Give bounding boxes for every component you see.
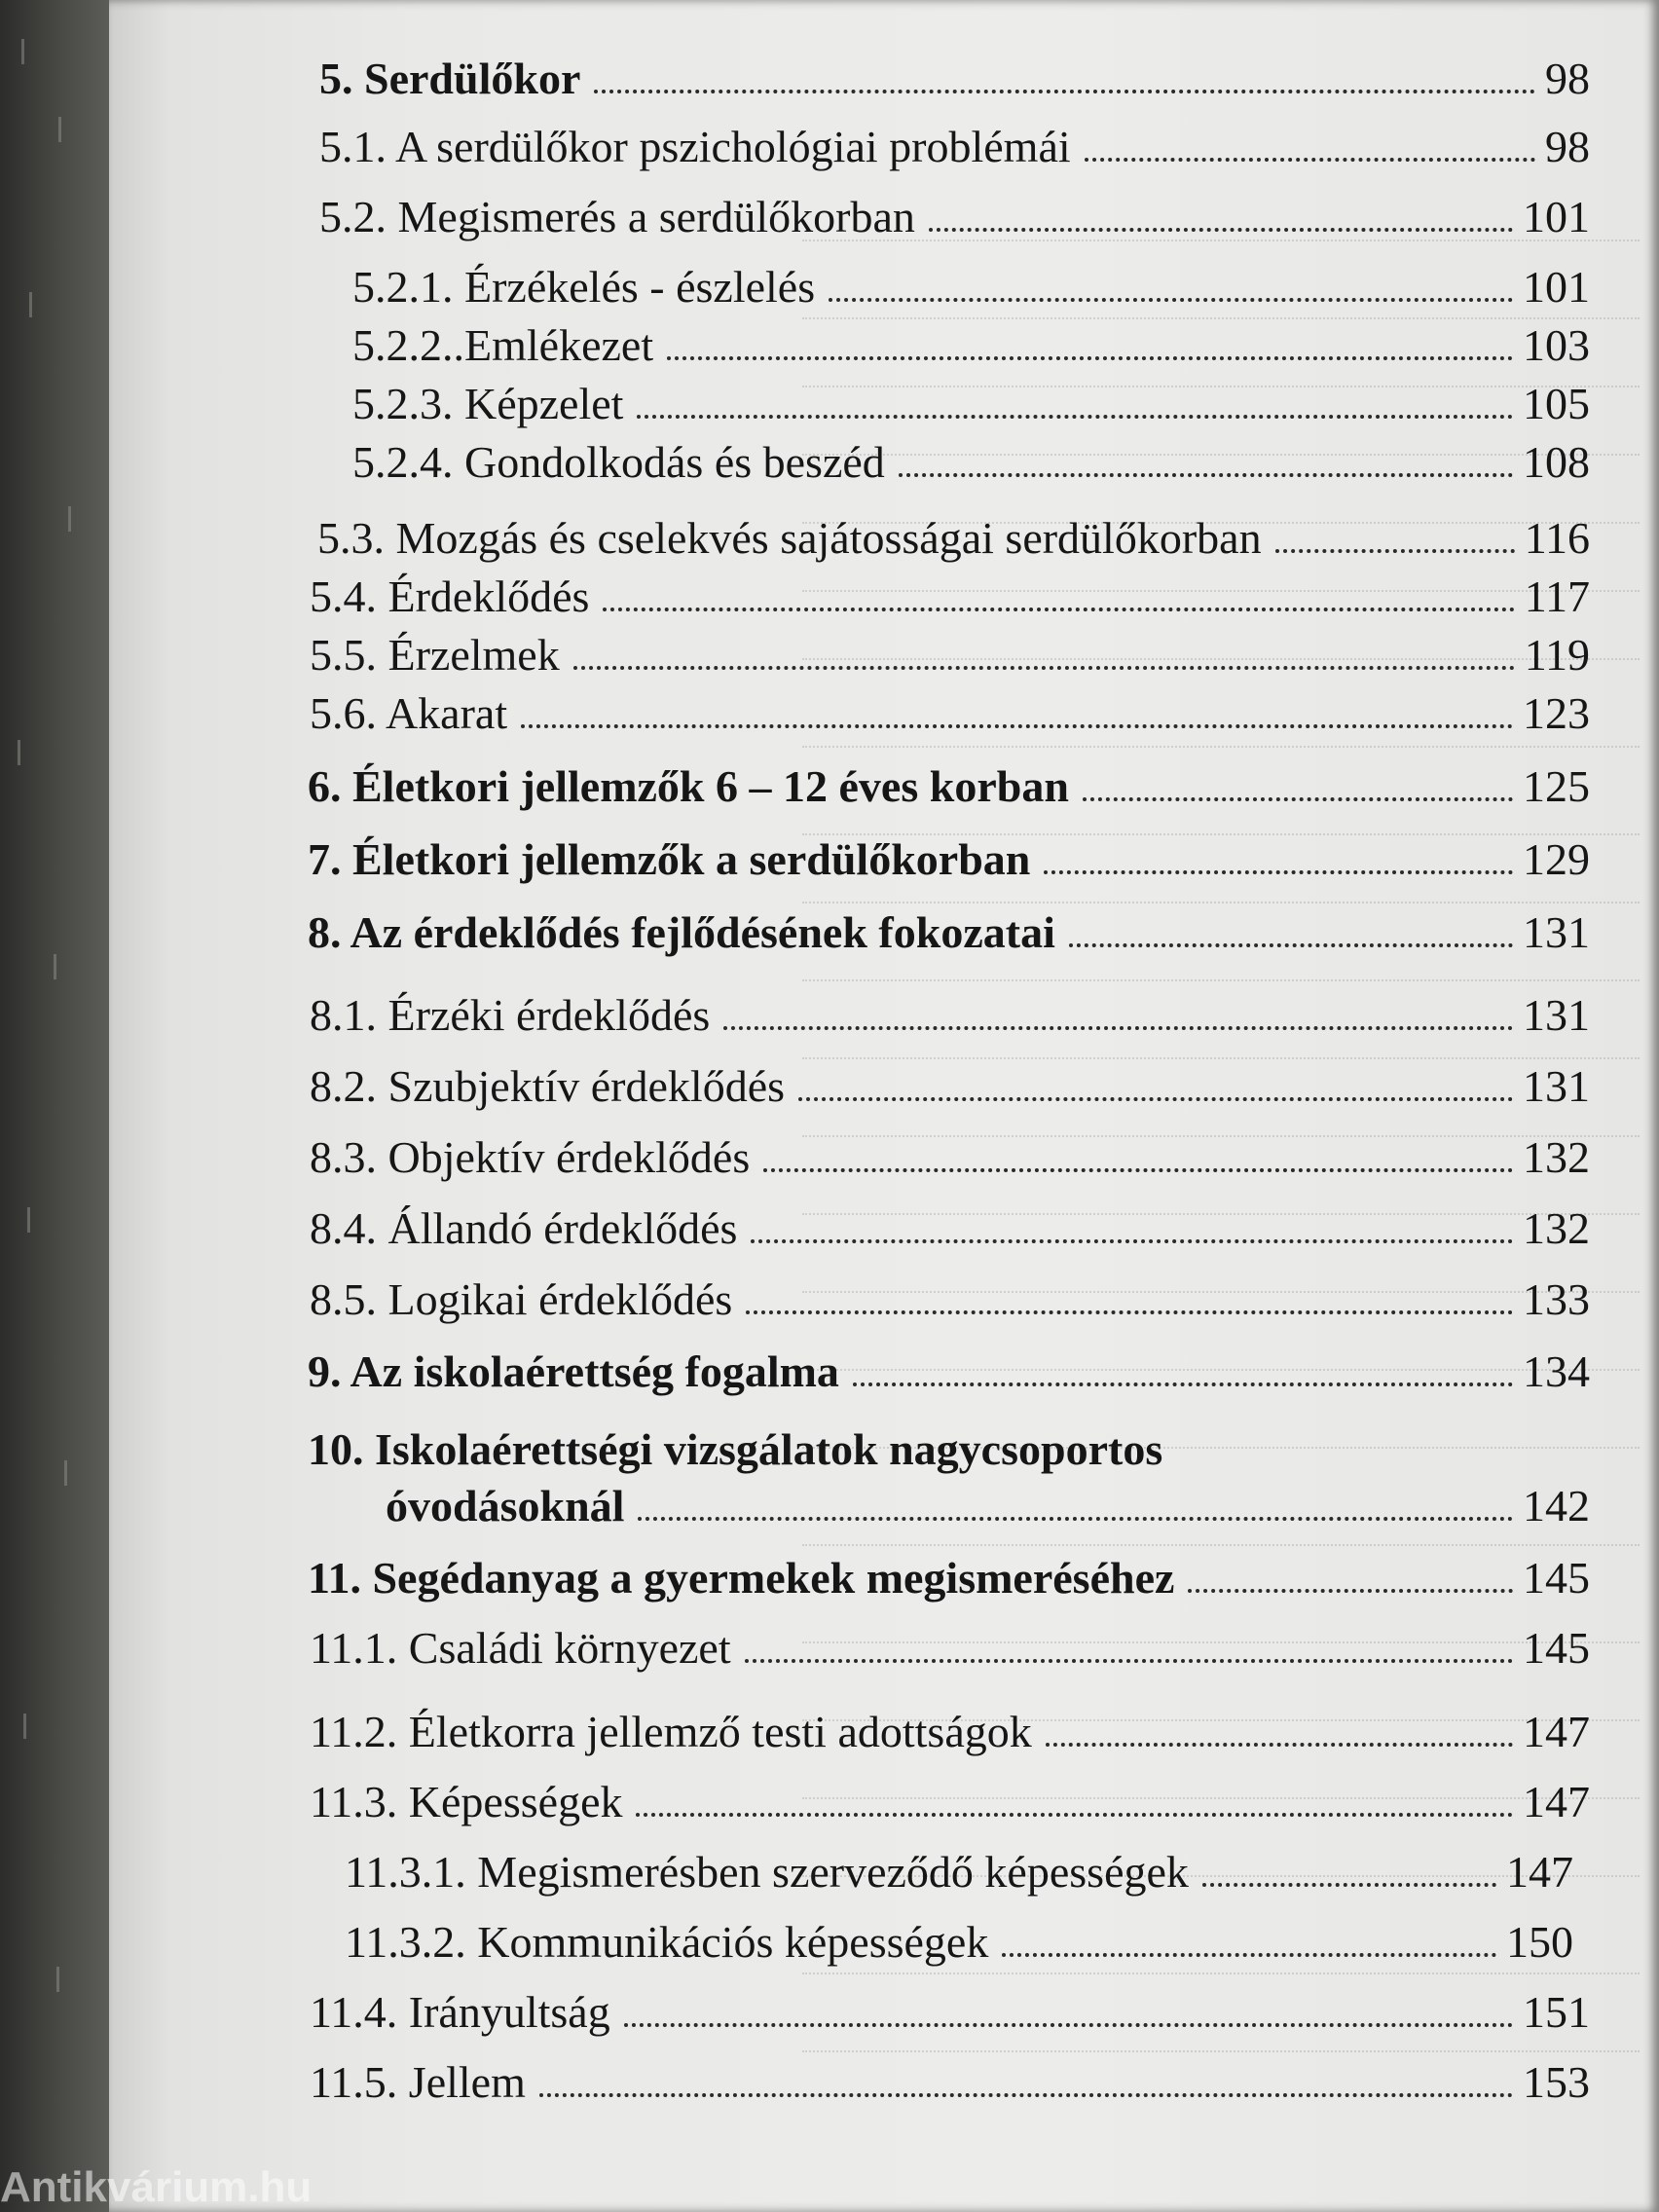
spine-mark bbox=[54, 954, 56, 979]
toc-entry bbox=[352, 320, 1590, 370]
spine-mark bbox=[21, 39, 24, 64]
toc-entry bbox=[386, 1481, 1590, 1530]
watermark: Antikvárium.hu bbox=[0, 2163, 313, 2211]
toc-entry-title: 5.1. A serdülőkor pszichológiai problémái bbox=[319, 122, 1071, 171]
toc-page-number: 108 bbox=[1523, 437, 1590, 487]
leader-dots bbox=[603, 608, 1514, 611]
leader-dots bbox=[829, 298, 1513, 302]
leader-dots bbox=[746, 1310, 1513, 1314]
toc-page-number: 98 bbox=[1545, 122, 1590, 171]
toc-entry bbox=[352, 437, 1590, 487]
toc-page-number: 131 bbox=[1523, 1061, 1590, 1111]
leader-dots bbox=[667, 356, 1513, 360]
toc-page-number: 133 bbox=[1523, 1274, 1590, 1324]
leader-dots bbox=[1044, 870, 1513, 874]
toc-page-number: 119 bbox=[1524, 630, 1590, 680]
toc-entry-title: 11.3. Képességek bbox=[310, 1777, 623, 1826]
toc-entry-title: 8.2. Szubjektív érdeklődés bbox=[310, 1061, 786, 1111]
toc-entry-title: 9. Az iskolaérettség fogalma bbox=[308, 1346, 839, 1396]
leader-dots bbox=[1069, 943, 1513, 947]
toc-entry bbox=[319, 192, 1590, 241]
leader-dots bbox=[899, 473, 1513, 477]
toc-page-number: 105 bbox=[1523, 379, 1590, 428]
toc-entry-title: 11.5. Jellem bbox=[310, 2057, 526, 2107]
leader-dots bbox=[1188, 1589, 1513, 1593]
toc-entry-title: 5.3. Mozgás és cselekvés sajátosságai serdülőkorban bbox=[317, 513, 1262, 563]
toc-page-number: 147 bbox=[1523, 1777, 1590, 1826]
toc-page-number: 101 bbox=[1523, 192, 1590, 241]
toc-page-number: 131 bbox=[1523, 907, 1590, 957]
leader-dots bbox=[853, 1382, 1513, 1386]
leader-dots bbox=[1202, 1883, 1496, 1887]
spine-mark bbox=[29, 292, 32, 317]
toc-entry-title: 5.2.1. Érzékelés - észlelés bbox=[352, 262, 816, 312]
leader-dots bbox=[1046, 1743, 1513, 1747]
toc-entry-title: 11.3.2. Kommunikációs képességek bbox=[345, 1917, 989, 1967]
book-spine bbox=[0, 0, 115, 2212]
toc-page-number: 145 bbox=[1523, 1553, 1590, 1603]
leader-dots bbox=[638, 1517, 1513, 1521]
toc-entry-title: 5.6. Akarat bbox=[310, 688, 508, 738]
toc-page-number: 103 bbox=[1523, 320, 1590, 370]
toc-page-number: 116 bbox=[1524, 513, 1590, 563]
toc-entry bbox=[345, 1847, 1573, 1897]
toc-entry bbox=[308, 834, 1590, 884]
toc-entry bbox=[310, 571, 1590, 621]
toc-entry-title: 5.5. Érzelmek bbox=[310, 630, 560, 680]
toc-entry-title: 5.2.2..Emlékezet bbox=[352, 320, 654, 370]
toc-entry-title: 5.4. Érdeklődés bbox=[310, 571, 590, 621]
toc-entry-title: 5.2.3. Képzelet bbox=[352, 379, 624, 428]
toc-entry bbox=[310, 1987, 1590, 2037]
toc-entry bbox=[310, 1061, 1590, 1111]
toc-entry bbox=[319, 122, 1590, 171]
spine-mark bbox=[27, 1207, 30, 1233]
toc-entry-title: 11.1. Családi környezet bbox=[310, 1623, 731, 1673]
leader-dots bbox=[798, 1097, 1513, 1101]
spine-mark bbox=[18, 740, 20, 765]
toc-entry-title: 7. Életkori jellemzők a serdülőkorban bbox=[308, 834, 1031, 884]
toc-entry-title: 5. Serdülőkor bbox=[319, 54, 581, 103]
toc-entry bbox=[308, 761, 1590, 811]
leader-dots bbox=[1275, 549, 1515, 553]
toc-page-number: 101 bbox=[1523, 262, 1590, 312]
toc-entry bbox=[317, 513, 1590, 563]
toc-page-number: 117 bbox=[1524, 571, 1590, 621]
spine-mark bbox=[68, 506, 71, 532]
toc-page-number: 129 bbox=[1523, 834, 1590, 884]
leader-dots bbox=[521, 724, 1513, 728]
toc-entry bbox=[308, 1553, 1590, 1603]
leader-dots bbox=[929, 228, 1513, 232]
toc-entry bbox=[310, 1132, 1590, 1182]
toc-entry bbox=[310, 2057, 1590, 2107]
spine-mark bbox=[56, 1967, 59, 1992]
toc-page-number: 150 bbox=[1506, 1917, 1573, 1967]
toc-page-number: 132 bbox=[1523, 1203, 1590, 1253]
leader-dots bbox=[1002, 1953, 1496, 1957]
toc-entry bbox=[345, 1917, 1573, 1967]
toc-page-number: 125 bbox=[1523, 761, 1590, 811]
leader-dots bbox=[763, 1168, 1513, 1172]
toc-entry-title: 11.3.1. Megismerésben szerveződő képességek bbox=[345, 1847, 1189, 1897]
spine-mark bbox=[64, 1460, 67, 1486]
toc-page-number: 147 bbox=[1523, 1707, 1590, 1756]
toc-entry bbox=[310, 1623, 1590, 1673]
leader-dots bbox=[637, 415, 1513, 419]
toc-page-number: 142 bbox=[1523, 1481, 1590, 1530]
toc-entry-title: 11. Segédanyag a gyermekek megismeréséhez bbox=[308, 1553, 1175, 1603]
toc-page-number: 131 bbox=[1523, 990, 1590, 1040]
toc-entry-title: 10. Iskolaérettségi vizsgálatok nagycsoportos bbox=[308, 1424, 1163, 1474]
toc-entry-title: 5.2.4. Gondolkodás és beszéd bbox=[352, 437, 885, 487]
toc-entry bbox=[308, 1346, 1590, 1396]
toc-entry bbox=[310, 1777, 1590, 1826]
toc-page-number: 132 bbox=[1523, 1132, 1590, 1182]
leader-dots bbox=[745, 1659, 1513, 1663]
toc-page-number: 123 bbox=[1523, 688, 1590, 738]
leader-dots bbox=[751, 1239, 1513, 1243]
toc-entry-title: 8.4. Állandó érdeklődés bbox=[310, 1203, 738, 1253]
toc-entry bbox=[310, 630, 1590, 680]
toc-page-number: 134 bbox=[1523, 1346, 1590, 1396]
leader-dots bbox=[1083, 797, 1513, 801]
toc-entry-title: 8. Az érdeklődés fejlődésének fokozatai bbox=[308, 907, 1055, 957]
leader-dots bbox=[594, 90, 1535, 93]
toc-page-number: 147 bbox=[1506, 1847, 1573, 1897]
toc-entry bbox=[310, 1707, 1590, 1756]
toc-entry bbox=[352, 262, 1590, 312]
leader-dots bbox=[636, 1813, 1513, 1817]
toc-entry bbox=[310, 1203, 1590, 1253]
toc-page-number: 145 bbox=[1523, 1623, 1590, 1673]
toc-entry-title: óvodásoknál bbox=[386, 1481, 625, 1530]
leader-dots bbox=[573, 666, 1515, 670]
toc-entry-title: 8.3. Objektív érdeklődés bbox=[310, 1132, 751, 1182]
toc-entry bbox=[308, 907, 1590, 957]
toc-entry-title: 11.4. Irányultság bbox=[310, 1987, 610, 2037]
toc-page-number: 153 bbox=[1523, 2057, 1590, 2107]
toc-entry bbox=[310, 688, 1590, 738]
toc-entry-title: 8.5. Logikai érdeklődés bbox=[310, 1274, 733, 1324]
toc-page-number: 151 bbox=[1523, 1987, 1590, 2037]
toc-entry bbox=[352, 379, 1590, 428]
leader-dots bbox=[723, 1026, 1513, 1030]
spine-mark bbox=[23, 1714, 26, 1739]
leader-dots bbox=[539, 2093, 1513, 2097]
toc-entry-title: 8.1. Érzéki érdeklődés bbox=[310, 990, 711, 1040]
toc-entry bbox=[310, 1274, 1590, 1324]
toc-entry bbox=[319, 56, 1590, 101]
toc-page-number: 98 bbox=[1545, 54, 1590, 103]
leader-dots bbox=[624, 2023, 1513, 2027]
leader-dots bbox=[1085, 158, 1535, 162]
spine-mark bbox=[58, 117, 61, 142]
toc-entry-title: 5.2. Megismerés a serdülőkorban bbox=[319, 192, 915, 241]
toc-entry bbox=[310, 990, 1590, 1040]
toc-entry-title: 6. Életkori jellemzők 6 – 12 éves korban bbox=[308, 761, 1069, 811]
toc-entry-title: 11.2. Életkorra jellemző testi adottságok bbox=[310, 1707, 1032, 1756]
